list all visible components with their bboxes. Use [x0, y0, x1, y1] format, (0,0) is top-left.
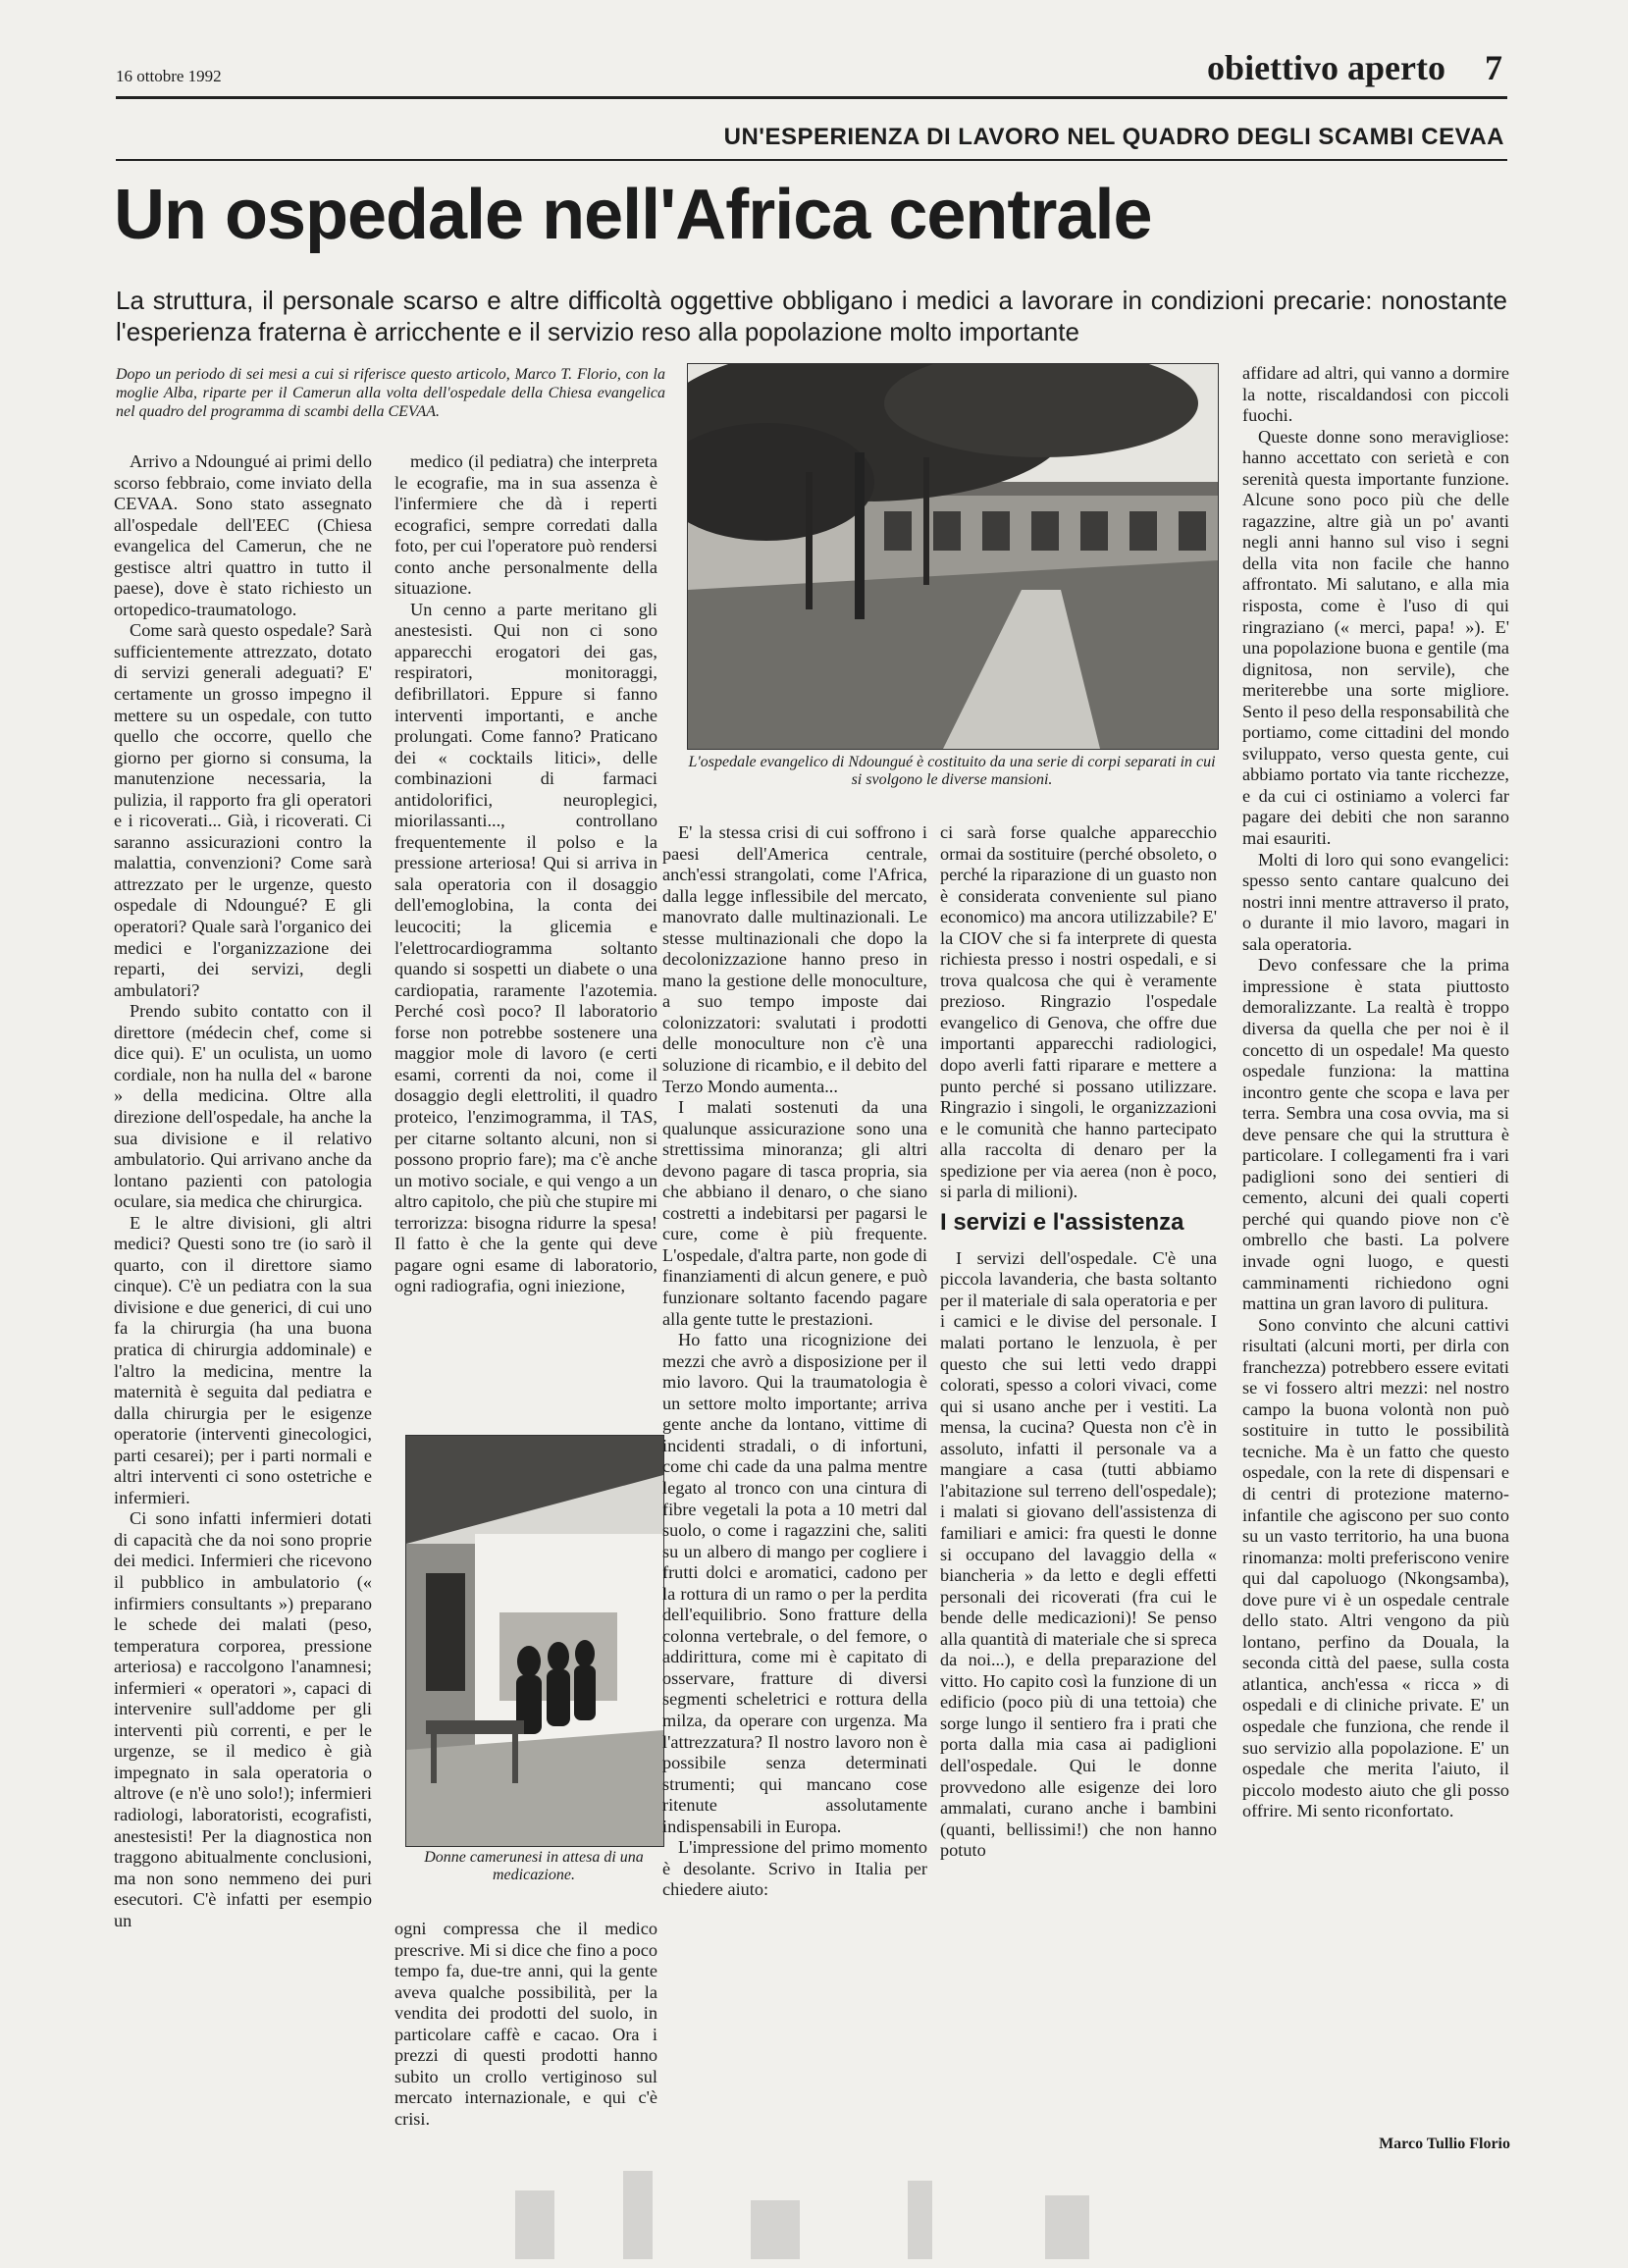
article-subtitle: La struttura, il personale scarso e altre difficoltà oggettive obbligano i medici a lavorare in condizioni precarie: nonostante l'esperienza fraterna è arricchente e il servizio reso alla popolazione molto importante [116, 286, 1507, 346]
text-column-3 [662, 822, 927, 1901]
paragraph: Devo confessare che la prima impressione è stata piuttosto demoralizzante. La realtà è troppo diversa da quella che per noi è il concetto di un ospedale! Ma questo ospedale funziona: la mattina incontro gente che scopa e lava per terra. Sembra una cosa ovvia, ma si deve pensare che qui la struttura è particolare. I collegamenti fra i vari padiglioni sono dei sentieri di cemento, alcuni dei quali coperti perché qui quando piove non c'è ombrello che basti. La polvere invade ogni luogo, e questi camminamenti richiedono ogni mattina un gran lavoro di pulitura. [1242, 955, 1509, 1314]
article-headline: Un ospedale nell'Africa centrale [114, 176, 1152, 254]
waiting-women-photo [405, 1435, 664, 1847]
issue-date: 16 ottobre 1992 [116, 67, 222, 85]
print-bleed-smudge [496, 2151, 1182, 2259]
kicker-rule [116, 159, 1507, 161]
text-column-4 [940, 822, 1217, 1862]
paragraph: E' la stessa crisi di cui soffrono i paesi dell'America centrale, anch'essi strangolati, come l'Africa, dalla legge inflessibile del mercato, manovrato dalle multinazionali. Le stesse multinazionali che dopo la decolonizzazione hanno preso in mano la gestione delle monoculture, a suo tempo imposte dai colonizzatori: svalutati i prodotti delle monoculture non c'è una soluzione di ricambio, e il debito del Terzo Mondo aumenta... [662, 822, 927, 1096]
publication-title: obiettivo aperto [1207, 48, 1445, 87]
top-rule [116, 96, 1507, 99]
paragraph: E le altre divisioni, gli altri medici? Questi sono tre (io sarò il quarto, con il direttore siamo cinque). C'è un pediatra con la sua divisione e due generici, di cui uno fa la chirurgia (ha una buona pratica di chirurgia addominale) e l'altro la medicina, mentre la maternità è seguita dal pediatra e dalla chirurgia per le esigenze operatorie (interventi ginecologici, parti cesarei); per i parti normali e altri interventi ci sono ostetriche e infermieri. [114, 1212, 372, 1507]
photo-caption: L'ospedale evangelico di Ndoungué è costituito da una serie di corpi separati in cui si svolgono le diverse mansioni. [688, 754, 1216, 788]
section-heading: I servizi e l'assistenza [940, 1208, 1184, 1236]
text-column-5 [1242, 363, 1509, 1822]
paragraph: Come sarà questo ospedale? Sarà sufficientemente attrezzato, dotato di servizi generali adeguati? E' certamente un grosso impegno il mettere su un ospedale, con tutto quello che occorre, quello che giorno per giorno si consuma, la manutenzione necessaria, la pulizia, il rapporto fra gli operatori e i ricoverati... Già, i ricoverati. Ci saranno assicurazioni contro la malattia, convenzioni? Come sarà attrezzato per le urgenze, questo ospedale di Ndoungué? E gli operatori? Quale sarà l'organico dei medici e l'organizzazione dei reparti, dei servizi, degli ambulatori? [114, 620, 372, 1000]
paragraph: I servizi dell'ospedale. C'è una piccola lavanderia, che basta soltanto per il materiale di sala operatoria e per i camici e le divise del personale. I malati portano le lenzuola, è per questo che sui letti vedo drappi colorati, spesso a colori vivaci, come qui si usano anche per i vestiti. La mensa, la cucina? Questa non c'è in assoluto, infatti il personale va a mangiare a casa (tutti abbiamo l'abitazione sul terreno dell'ospedale); i malati si giovano dell'assistenza di familiari e amici: fra questi le donne si occupano del lavaggio della « biancheria » da letto e degli effetti personali dei ricoverati (fra cui le bende delle medicazioni)! Se penso alla quantità di materiale che si spreca da noi...), e della preparazione del vitto. Ho capito così la funzione di un edificio (poco più di una tettoia) che sorge lungo il sentiero fra i prati che porta dalla mia casa ai padiglioni dell'ospedale. Qui le donne provvedono alle esigenze dei loro ammalati, curano anche i bambini (quanti, bellissimi!) che non hanno potuto [940, 1247, 1217, 1861]
paragraph: affidare ad altri, qui vanno a dormire la notte, riscaldandosi con piccoli fuochi. [1242, 363, 1509, 426]
intro-note: Dopo un periodo di sei mesi a cui si riferisce questo articolo, Marco T. Florio, con la moglie Alba, riparte per il Camerun alla volta dell'ospedale della Chiesa evangelica nel quadro del programma di scambi della CEVAA. [116, 366, 665, 420]
paragraph: Prendo subito contatto con il direttore (médecin chef, come si dice qui). E' un oculista, un uomo cordiale, non ha nulla del « barone » della medicina. Oltre alla direzione dell'ospedale, ha anche la sua divisione e il relativo ambulatorio. Qui arrivano anche da lontano pazienti con patologia oculare, sia medica che chirurgica. [114, 1001, 372, 1212]
paragraph: Molti di loro qui sono evangelici: spesso sento cantare qualcuno dei nostri inni mentre attraverso il prato, o durante il mio lavoro, magari in sala operatoria. [1242, 849, 1509, 954]
paragraph: Un cenno a parte meritano gli anestesisti. Qui non ci sono apparecchi erogatori dei gas, respiratori, monitoraggi, defibrillatori. Eppure si fanno interventi importanti, e anche prolungati. Come fanno? Praticano dei « cocktails litici», delle combinazioni di farmaci antidolorifici, neuroplegici, miorilassanti..., controllano frequentemente il polso e la pressione arteriosa! Qui si arriva in sala operatoria con il dosaggio dell'emoglobina, la conta dei leucociti; la glicemia e l'elettrocardiogramma soltanto quando si sospetti un diabete o una cardiopatia, raramente l'azotemia. Perché così poco? Il laboratorio forse non potrebbe sostenere una maggior mole di lavoro (e certi esami, correnti da noi, come il dosaggio degli elettroliti, il quadro proteico, l'enzimogramma, il TAS, per citarne soltanto alcuni, non si possono proprio fare); ma c'è anche un motivo sociale, e qui vengo a un altro capitolo, che più che stupire mi terrorizza: bisogna ridurre la spesa! Il fatto è che la gente qui deve pagare ogni esame di laboratorio, ogni radiografia, ogni iniezione, [394, 599, 657, 1296]
paragraph: medico (il pediatra) che interpreta le ecografie, ma in sua assenza è l'infermiere che dà i reperti ecografici, sempre corredati dalla foto, per cui l'operatore può rendersi conto anche personalmente della situazione. [394, 451, 657, 599]
paragraph: ogni compressa che il medico prescrive. Mi si dice che fino a poco tempo fa, due-tre anni, qui la gente aveva qualche possibilità, per la vendita dei prodotti del suolo, in particolare caffè e cacao. Ora i prezzi di questi prodotti hanno subito un crollo vertiginoso sul mercato internazionale, e qui c'è crisi. [394, 1919, 657, 2129]
paragraph: Sono convinto che alcuni cattivi risultati (alcuni morti, per dirla con franchezza) potrebbero essere evitati se vi fossero altri mezzi: nel nostro campo la buona volontà non può sostituire in tutto le possibilità tecniche. Ma è un fatto che questo ospedale, con la rete di dispensari e di centri di protezione materno-infantile che agiscono per suo conto su un vasto territorio, ha una buona rinomanza: molti preferiscono venire qui dal capoluogo (Nkongsamba), dove pure vi è un ospedale centrale dello stato. Altri vengono da più lontano, perfino da Douala, la seconda città del paese, sulla costa atlantica, anch'essa « ricca » di ospedali e di cliniche private. E' un ospedale che funziona, che rende il suo servizio alla popolazione. E' un ospedale che merita l'aiuto, il piccolo modesto aiuto che gli posso offrire. Mi sento riconfortato. [1242, 1314, 1509, 1821]
paragraph: L'impressione del primo momento è desolante. Scrivo in Italia per chiedere aiuto: [662, 1837, 927, 1900]
paragraph: I malati sostenuti da una qualunque assicurazione sono una strettissima minoranza; gli altri devono pagare di tasca propria, sia che abbiano il denaro, o che siano costretti a indebitarsi per pagarsi le cure, come è più frequente. L'ospedale, d'altra parte, non gode di finanziamenti di alcun genere, e può funzionare soltanto facendo pagare alla gente tutte le prestazioni. [662, 1097, 927, 1329]
text-column-2-continued [394, 1919, 657, 2130]
text-column-1 [114, 451, 372, 1931]
text-column-2 [394, 451, 657, 1297]
page-number: 7 [1485, 48, 1502, 87]
author-signature: Marco Tullio Florio [1379, 2136, 1510, 2152]
paragraph: Ho fatto una ricognizione dei mezzi che avrò a disposizione per il mio lavoro. Qui la traumatologia è un settore molto importante; arriva gente anche da lontano, vittime di incidenti stradali, o di infortuni, come chi cade da una palma mentre legato al tronco con una cintura di fibre vegetali la pota a 10 metri dal suolo, o come i ragazzini che, saliti su un albero di mango per cogliere i frutti dolci e aromatici, cadono per la rottura di un ramo o per la perdita dell'equilibrio. Sono fratture della colonna vertebrale, o del femore, o addirittura, come mi è capitato di osservare, fratture di diversi segmenti scheletrici e rottura della milza, da operare con urgenza. Ma l'attrezzatura? Il nostro lavoro non è possibile senza determinati strumenti; qui mancano cose ritenute assolutamente indispensabili in Europa. [662, 1330, 927, 1836]
paragraph: ci sarà forse qualche apparecchio ormai da sostituire (perché obsoleto, o perché la riparazione di un guasto non è considerata conveniente sul piano economico) ma ancora utilizzabile? E' la CIOV che si fa interprete di questa richiesta presso i nostri ospedali, e si trova qualcosa che qui è veramente prezioso. Ringrazio l'ospedale evangelico di Genova, che offre due importanti apparecchi radiologici, dopo averli fatti riparare e mettere a punto perché si possano utilizzare. Ringrazio i singoli, le organizzazioni e le comunità che hanno partecipato alla raccolta di denaro per la spedizione per via aerea (non è poco, si parla di milioni). [940, 822, 1217, 1202]
article-kicker: UN'ESPERIENZA DI LAVORO NEL QUADRO DEGLI SCAMBI CEVAA [723, 124, 1504, 150]
hospital-courtyard-photo [687, 363, 1219, 750]
paragraph: Queste donne sono meravigliose: hanno accettato con serietà e con serenità questa importante funzione. Alcune sono poco più che delle ragazzine, altre già un po' avanti negli anni hanno sul viso i segni della vita non facile che hanno affrontato. Mi salutano, e alla mia risposta, come è l'uso di qui ringraziano (« merci, papa! »). E' una popolazione buona e gentile (ma dignitosa, non servile), che meriterebbe una sorte migliore. Sento il peso della responsabilità che portiamo, come cittadini del mondo sviluppato, verso questa gente, cui abbiamo portato via tante ricchezze, e da cui ci ostiniamo a volerci far pagare dei debiti che non saranno mai esauriti. [1242, 426, 1509, 849]
paragraph: Arrivo a Ndoungué ai primi dello scorso febbraio, come inviato della CEVAA. Sono stato assegnato all'ospedale dell'EEC (Chiesa evangelica del Camerun, che ne gestisce altri quattro in tutto il paese), dove è stato richiesto un ortopedico-traumatologo. [114, 451, 372, 619]
photo-caption: Donne camerunesi in attesa di una medicazione. [424, 1849, 644, 1883]
paragraph: Ci sono infatti infermieri dotati di capacità che da noi sono proprie dei medici. Infermieri che ricevono il pubblico in ambulatorio (« infirmiers consultants ») preparano le schede dei malati (peso, temperatura corporea, pressione arteriosa) e raccolgono l'anamnesi; infermieri « operatori », capaci di intervenire sull'addome per gli interventi più correnti, e per le urgenze, se il medico è già impegnato in sala operatoria o altrove (e n'è uno solo!); infermieri radiologi, laboratoristi, ecografisti, anestesisti! Per la diagnostica non traggono abitualmente conclusioni, ma non sono nemmeno dei puri esecutori. C'è infatti per esempio un [114, 1508, 372, 1930]
